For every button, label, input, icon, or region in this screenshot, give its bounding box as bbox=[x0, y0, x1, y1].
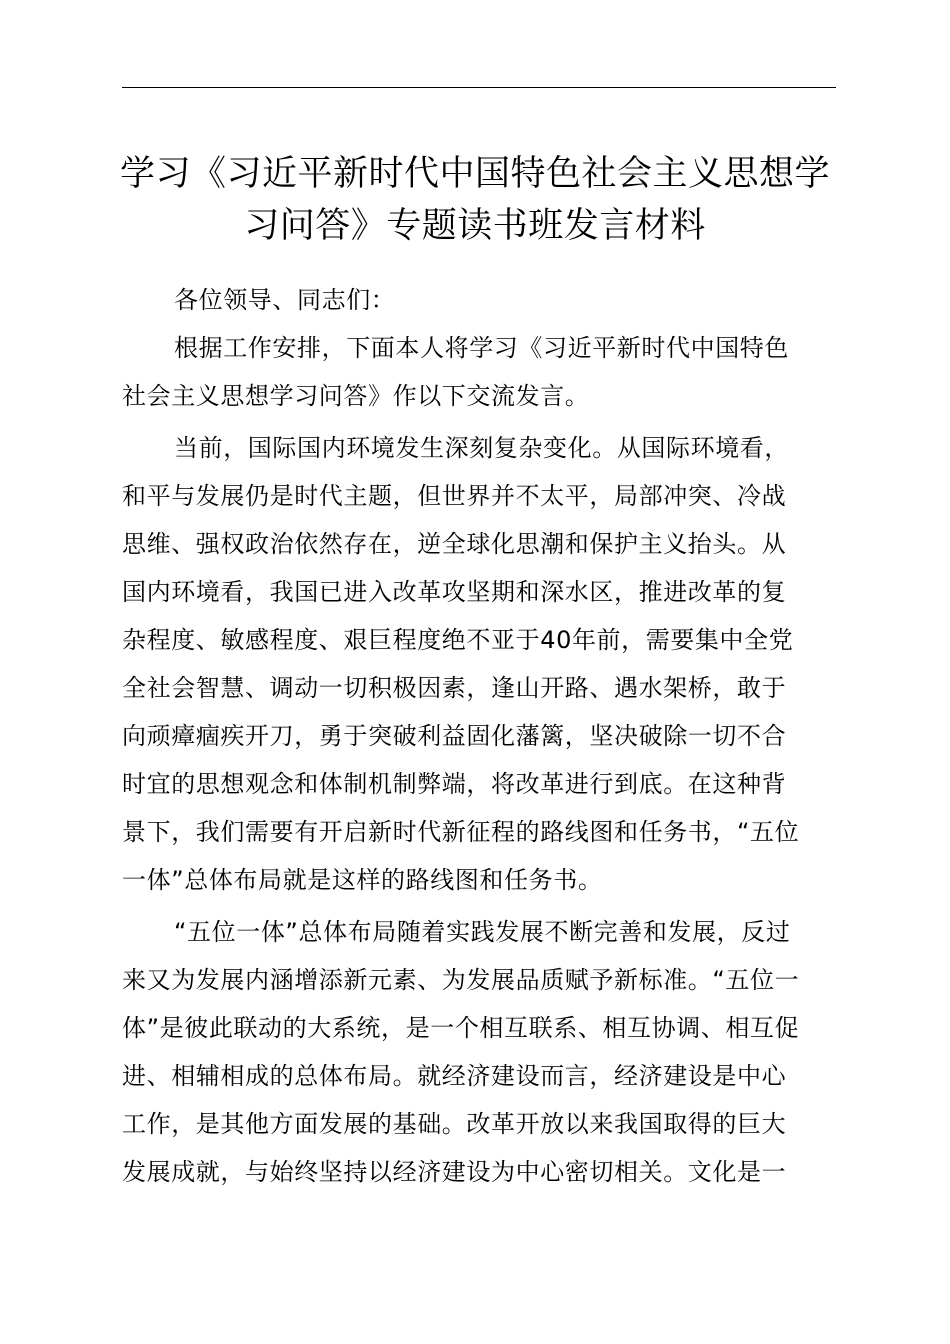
paragraph bbox=[122, 908, 842, 1196]
paragraph-line: 景下，我们需要有开启新时代新征程的路线图和任务书，“五位 bbox=[122, 818, 800, 846]
paragraph-line: 杂程度、敏感程度、艰巨程度绝不亚于40年前，需要集中全党 bbox=[122, 626, 794, 654]
paragraph-line: 社会主义思想学习问答》作以下交流发言。 bbox=[122, 382, 590, 410]
paragraph-line: 全社会智慧、调动一切积极因素，逢山开路、遇水架桥，敢于 bbox=[122, 674, 787, 702]
title-line: 习问答》专题读书班发言材料 bbox=[244, 206, 706, 246]
paragraph-line: 向顽瘴痼疾开刀，勇于突破利益固化藩篱，坚决破除一切不合 bbox=[122, 722, 787, 750]
header-rule bbox=[122, 87, 836, 88]
paragraph-line: 一体”总体布局就是这样的路线图和任务书。 bbox=[122, 866, 603, 894]
title-line: 学习《习近平新时代中国特色社会主义思想学 bbox=[119, 154, 830, 194]
paragraph-line: 根据工作安排，下面本人将学习《习近平新时代中国特色 bbox=[174, 334, 789, 362]
paragraph-line: 发展成就，与始终坚持以经济建设为中心密切相关。文化是一 bbox=[122, 1158, 787, 1186]
paragraph-line: 当前，国际国内环境发生深刻复杂变化。从国际环境看， bbox=[174, 434, 789, 462]
paragraph-line: 思维、强权政治依然存在，逆全球化思潮和保护主义抬头。从 bbox=[122, 530, 787, 558]
paragraph-line: 进、相辅相成的总体布局。就经济建设而言，经济建设是中心 bbox=[122, 1062, 787, 1090]
paragraph-line: 国内环境看，我国已进入改革攻坚期和深水区，推进改革的复 bbox=[122, 578, 787, 606]
paragraph-line: 和平与发展仍是时代主题，但世界并不太平，局部冲突、冷战 bbox=[122, 482, 787, 510]
paragraph-line: 体”是彼此联动的大系统，是一个相互联系、相互协调、相互促 bbox=[122, 1014, 800, 1042]
paragraph-line: “五位一体”总体布局随着实践发展不断完善和发展，反过 bbox=[174, 918, 791, 946]
paragraph-line: 时宜的思想观念和体制机制弊端，将改革进行到底。在这种背 bbox=[122, 770, 787, 798]
paragraph bbox=[122, 424, 842, 904]
document-title bbox=[100, 148, 850, 252]
paragraph-line: 工作，是其他方面发展的基础。改革开放以来我国取得的巨大 bbox=[122, 1110, 787, 1138]
paragraph-line: 来又为发展内涵增添新元素、为发展品质赋予新标准。“五位一 bbox=[122, 966, 800, 994]
document-body bbox=[122, 276, 842, 1196]
salutation: 各位领导、同志们： bbox=[174, 286, 396, 314]
paragraph bbox=[122, 324, 842, 420]
